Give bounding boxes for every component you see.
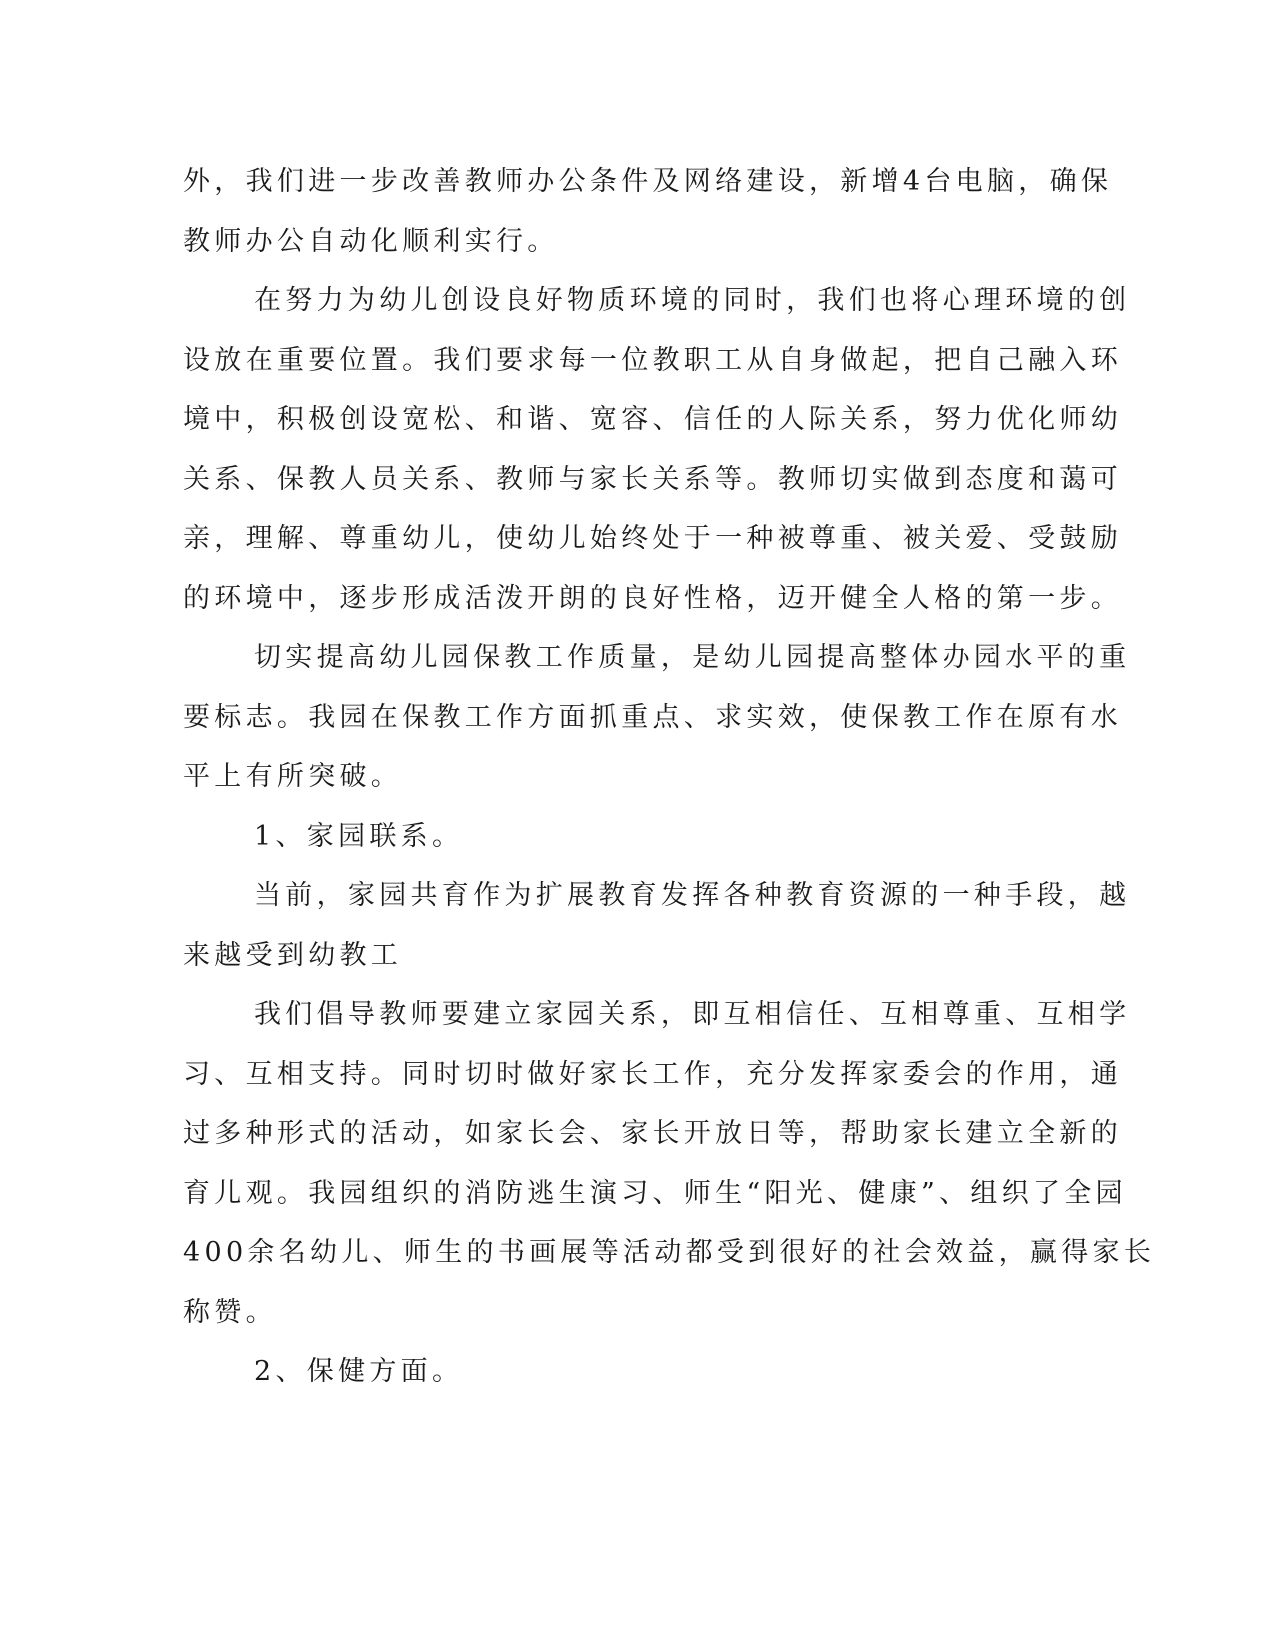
text-line: 境中，积极创设宽松、和谐、宽容、信任的人际关系，努力优化师幼 [183, 404, 1122, 435]
text-line: 设放在重要位置。我们要求每一位教职工从自身做起，把自己融入环 [183, 344, 1122, 376]
text-line: 400余名幼儿、师生的书画展等活动都受到很好的社会效益，赢得家长 [183, 1237, 1156, 1268]
text-line: 育儿观。我园组织的消防逃生演习、师生“阳光、健康”、组织了全园 [183, 1177, 1127, 1209]
text-line: 教师办公自动化顺利实行。 [183, 225, 559, 257]
text-line: 来越受到幼教工 [183, 939, 403, 971]
text-line: 要标志。我园在保教工作方面抓重点、求实效，使保教工作在原有水 [183, 701, 1122, 733]
paragraph-start-line: 在努力为幼儿创设良好物质环境的同时，我们也将心理环境的创 [254, 285, 1131, 316]
text-line: 称赞。 [183, 1296, 277, 1328]
text-line: 平上有所突破。 [183, 761, 403, 792]
text-line: 过多种形式的活动，如家长会、家长开放日等，帮助家长建立全新的 [183, 1118, 1122, 1149]
text-line: 亲，理解、尊重幼儿，使幼儿始终处于一种被尊重、被关爱、受鼓励 [183, 523, 1122, 554]
text-line: 关系、保教人员关系、教师与家长关系等。教师切实做到态度和蔼可 [183, 463, 1122, 495]
text-line: 外，我们进一步改善教师办公条件及网络建设，新增4台电脑，确保 [183, 166, 1113, 197]
document-body [183, 152, 1156, 1402]
paragraph-start-line: 当前，家园共育作为扩展教育发挥各种教育资源的一种手段，越 [254, 880, 1131, 911]
section-heading-health: 2、保健方面。 [254, 1356, 464, 1387]
paragraph-start-line: 切实提高幼儿园保教工作质量，是幼儿园提高整体办园水平的重 [254, 642, 1131, 673]
section-heading-family-contact: 1、家园联系。 [254, 820, 464, 852]
text-line: 习、互相支持。同时切时做好家长工作，充分发挥家委会的作用，通 [183, 1058, 1122, 1090]
paragraph-start-line: 我们倡导教师要建立家园关系，即互相信任、互相尊重、互相学 [254, 999, 1131, 1030]
text-line: 的环境中，逐步形成活泼开朗的良好性格，迈开健全人格的第一步。 [183, 582, 1122, 614]
